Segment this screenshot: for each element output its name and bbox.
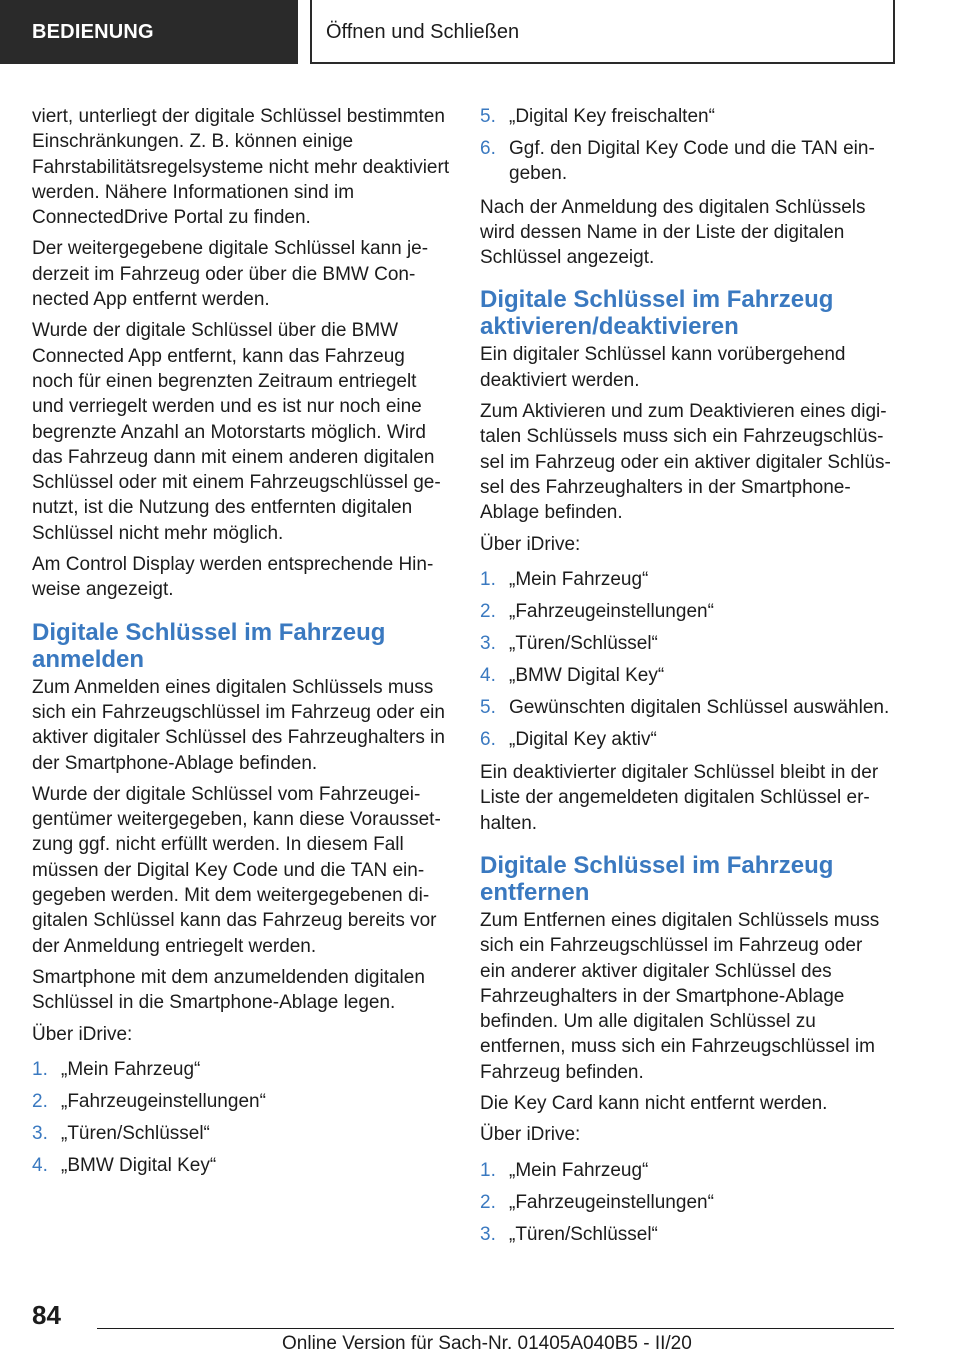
step-text: „Digital Key freischalten“ — [509, 106, 715, 127]
step-text: „Türen/Schlüssel“ — [509, 1223, 658, 1245]
step-number: 2. — [480, 1191, 496, 1213]
step-number: 2. — [32, 1090, 48, 1112]
paragraph: Zum Aktivieren und zum Deaktivieren eines digitalen Schlüssels muss sich ein Fahrzeugschlüssel im Fahrzeug oder ein aktiver digitaler Schlüssel des Fahrzeughalters in der Smartphone-Ablage befinden. — [480, 401, 891, 524]
step-list — [32, 1057, 450, 1178]
step-number: 1. — [32, 1058, 48, 1080]
list-item — [480, 663, 892, 688]
step-number: 6. — [480, 137, 496, 159]
step-number: 1. — [480, 568, 496, 590]
step-text: „Fahrzeugeinstellungen“ — [509, 1191, 714, 1213]
list-item — [480, 567, 892, 592]
paragraph: Ein digitaler Schlüssel kann vorübergehend deaktiviert werden. — [480, 344, 846, 391]
step-list — [480, 1158, 892, 1247]
paragraph: Wurde der digitale Schlüssel vom Fahrzeugeigentümer weitergegeben, kann diese Voraussetzung ggf. nicht erfüllt werden. In diesem Fall müssen der Digital Key Code und die TAN eingegeben werden. Mit dem weitergegebenen digitalen Schlüssel kann das Fahrzeug bereits vor der Anmeldung entriegelt werden. — [32, 783, 441, 957]
list-item — [32, 1089, 450, 1114]
step-list — [480, 567, 892, 752]
chapter-title: Öffnen und Schließen — [310, 0, 895, 64]
step-number: 5. — [480, 106, 496, 127]
step-number: 4. — [480, 664, 496, 686]
step-text: „Fahrzeugeinstellungen“ — [61, 1090, 266, 1112]
step-number: 4. — [32, 1154, 48, 1176]
footer-version-text: Online Version für Sach-Nr. 01405A040B5 - II/20 — [282, 1333, 692, 1354]
paragraph: Ein deaktivierter digitaler Schlüssel bleibt in der Liste der angemeldeten digitalen Schlüssel erhalten. — [480, 762, 879, 834]
step-text: „Mein Fahrzeug“ — [61, 1058, 201, 1080]
list-item — [480, 599, 892, 624]
step-text: „Mein Fahrzeug“ — [509, 568, 649, 590]
step-list — [480, 104, 892, 187]
list-item — [480, 1222, 892, 1247]
paragraph: Nach der Anmeldung des digitalen Schlüssels wird dessen Name in der Liste der digitalen Schlüssel angezeigt. — [480, 196, 866, 269]
list-item — [480, 104, 892, 129]
list-item — [480, 136, 892, 187]
paragraph: Zum Entfernen eines digitalen Schlüssels muss sich ein Fahrzeugschlüssel im Fahrzeug oder ein anderer aktiver digitaler Schlüssel des Fahrzeughalters in der Smartphone-Ablage befinden. Um alle digitalen Schlüssel zu entfernen, muss sich ein Fahrzeugschlüssel im Fahrzeug befinden. — [480, 909, 880, 1083]
step-text: „Türen/Schlüssel“ — [61, 1122, 210, 1144]
paragraph: Über iDrive: — [480, 1124, 581, 1146]
step-number: 3. — [480, 632, 496, 654]
step-number: 6. — [480, 728, 496, 750]
paragraph: Wurde der digitale Schlüssel über die BMW Connected App entfernt, kann das Fahrzeug noch für einen begrenzten Zeitraum entriegelt und verriegelt werden und es ist nur noch eine begrenzte Anzahl an Motorstarts möglich. Wird das Fahrzeug dann mit einem anderen digitalen Schlüssel oder mit einem Fahrzeugschlüssel genutzt, ist die Nutzung des entfernten digitalen Schlüssel nicht mehr möglich. — [32, 320, 441, 544]
step-text: „Digital Key aktiv“ — [509, 728, 657, 750]
step-text: Gewünschten digitalen Schlüssel auswählen. — [509, 696, 890, 718]
step-number: 3. — [32, 1122, 48, 1144]
step-number: 1. — [480, 1159, 496, 1181]
section-heading: Digitale Schlüssel im Fahrzeug anmelden — [32, 618, 386, 673]
left-column — [32, 104, 450, 1186]
paragraph: Über iDrive: — [32, 1023, 133, 1045]
step-number: 3. — [480, 1223, 496, 1245]
section-tab: BEDIENUNG — [0, 0, 298, 64]
step-text: Ggf. den Digital Key Code und die TAN eingeben. — [509, 137, 875, 185]
step-number: 2. — [480, 600, 496, 622]
page-header — [0, 0, 960, 66]
paragraph: Der weitergegebene digitale Schlüssel kann jederzeit im Fahrzeug oder über die BMW Connected App entfernt werden. — [32, 238, 429, 311]
step-text: „Fahrzeugeinstellungen“ — [509, 600, 714, 622]
list-item — [480, 631, 892, 656]
list-item — [32, 1057, 450, 1082]
step-text: „Türen/Schlüssel“ — [509, 632, 658, 654]
right-column — [480, 104, 892, 1255]
list-item — [480, 727, 892, 752]
step-text: „Mein Fahrzeug“ — [509, 1159, 649, 1181]
section-heading: Digitale Schlüssel im Fahrzeug aktivieren/deaktivieren — [480, 286, 834, 341]
list-item — [32, 1153, 450, 1178]
paragraph: viert, unterliegt der digitale Schlüssel bestimmten Einschränkungen. Z. B. können einige Fahrstabilitätsregelsysteme nicht mehr deaktiviert werden. Nähere Informationen sind im ConnectedDrive Portal zu finden. — [32, 106, 450, 229]
section-heading: Digitale Schlüssel im Fahrzeug entfernen — [480, 851, 834, 906]
step-text: „BMW Digital Key“ — [509, 664, 665, 686]
list-item — [32, 1121, 450, 1146]
list-item — [480, 695, 892, 720]
page-number: 84 — [32, 1300, 61, 1330]
paragraph: Die Key Card kann nicht entfernt werden. — [480, 1093, 828, 1115]
paragraph: Smartphone mit dem anzumeldenden digitalen Schlüssel in die Smartphone-Ablage legen. — [32, 966, 425, 1014]
paragraph: Am Control Display werden entsprechende Hinweise angezeigt. — [32, 554, 434, 601]
paragraph: Zum Anmelden eines digitalen Schlüssels muss sich ein Fahrzeugschlüssel im Fahrzeug oder ein aktiver digitaler Schlüssel des Fahrzeughalters in der Smartphone-Ablage befinden. — [32, 676, 445, 774]
step-number: 5. — [480, 696, 496, 718]
paragraph: Über iDrive: — [480, 533, 581, 555]
list-item — [480, 1190, 892, 1215]
step-text: „BMW Digital Key“ — [61, 1154, 217, 1176]
footer-divider — [97, 1328, 894, 1329]
list-item — [480, 1158, 892, 1183]
